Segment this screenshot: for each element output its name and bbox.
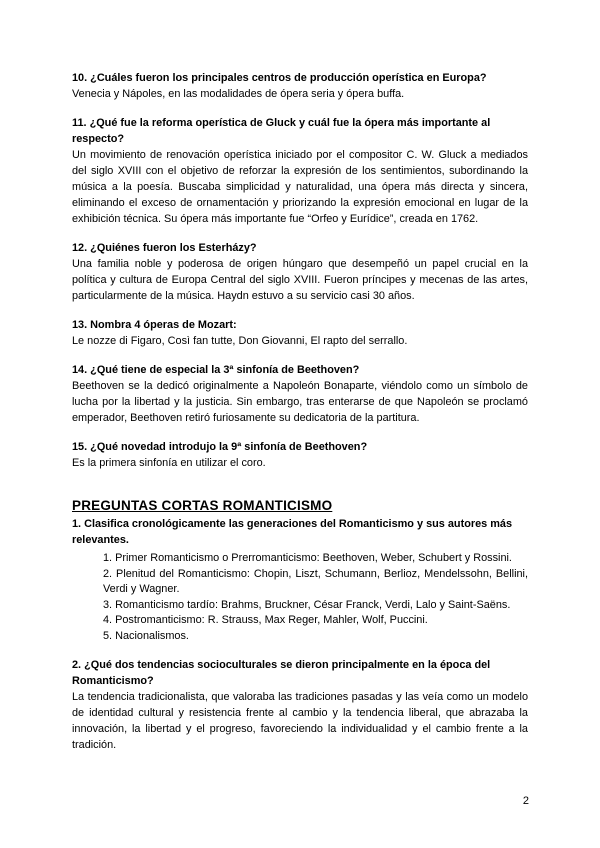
question-answer: Beethoven se la dedicó originalmente a Napoleón Bonaparte, viéndolo como un símbolo de lucha por la libertad y la justicia. Sin embargo, tras enterarse de que Napoleón se proclamó emperador, Beethoven retiró furiosamente su dedicatoria de la partitura. <box>72 380 528 424</box>
generations-list <box>72 551 528 644</box>
question-title: 12. ¿Quiénes fueron los Esterházy? <box>72 242 257 254</box>
question-title: 13. Nombra 4 óperas de Mozart: <box>72 319 237 331</box>
question-11 <box>72 115 528 227</box>
question-12 <box>72 240 528 304</box>
question-title: 10. ¿Cuáles fueron los principales centros de producción operística en Europa? <box>72 72 487 84</box>
question-title: 15. ¿Qué novedad introdujo la 9ª sinfonía de Beethoven? <box>72 441 368 453</box>
question-title: 14. ¿Qué tiene de especial la 3ª sinfonía de Beethoven? <box>72 364 360 376</box>
question-14 <box>72 362 528 426</box>
question-answer: Le nozze di Figaro, Così fan tutte, Don Giovanni, El rapto del serrallo. <box>72 335 408 347</box>
question-10 <box>72 70 528 102</box>
question-title: 11. ¿Qué fue la reforma operística de Gluck y cuál fue la ópera más importante al respecto? <box>72 117 491 145</box>
page-content <box>72 70 528 766</box>
question-13 <box>72 317 528 349</box>
question-title: 1. Clasifica cronológicamente las generaciones del Romanticismo y sus autores más relevantes. <box>72 518 513 546</box>
question-title: 2. ¿Qué dos tendencias socioculturales se dieron principalmente en la época del Romanticismo? <box>72 659 491 687</box>
list-item: 5. Nacionalismos. <box>103 629 189 642</box>
section-title: PREGUNTAS CORTAS ROMANTICISMO <box>72 498 333 513</box>
question-answer: Venecia y Nápoles, en las modalidades de ópera seria y ópera buffa. <box>72 88 405 100</box>
romanticism-question-1 <box>72 516 528 644</box>
question-answer: Un movimiento de renovación operística iniciado por el compositor C. W. Gluck a mediados del siglo XVIII con el objetivo de reforzar la expresión de los sentimientos, subordinando la música a la poesía. Buscaba simplicidad y naturalidad, una ópera más directa y sincera, eliminando el exceso de ornamentación y priorizando la expresión emocional en lugar de la exhibición técnica. Su ópera más importante fue “Orfeo y Eurídice”, creada en 1762. <box>72 149 528 225</box>
question-15 <box>72 439 528 471</box>
list-item: 2. Plenitud del Romanticismo: Chopin, Liszt, Schumann, Berlioz, Mendelssohn, Bellini, Verdi y Wagner. <box>103 567 528 595</box>
question-answer: Una familia noble y poderosa de origen húngaro que desempeñó un papel crucial en la política y cultura de Europa Central del siglo XVIII. Fueron príncipes y mecenas de las artes, particularmente de la música. Haydn estuvo a su servicio casi 30 años. <box>72 258 528 302</box>
list-item: 4. Postromanticismo: R. Strauss, Max Reger, Mahler, Wolf, Puccini. <box>103 614 428 626</box>
question-answer: Es la primera sinfonía en utilizar el coro. <box>72 457 266 469</box>
list-item: 3. Romanticismo tardío: Brahms, Bruckner, César Franck, Verdi, Lalo y Saint-Saëns. <box>103 598 511 611</box>
page-number: 2 <box>522 795 529 807</box>
romanticism-question-2 <box>72 657 528 753</box>
list-item: 1. Primer Romanticismo o Prerromanticismo: Beethoven, Weber, Schubert y Rossini. <box>103 552 512 564</box>
question-answer: La tendencia tradicionalista, que valoraba las tradiciones pasadas y las veía como un modelo de identidad cultural y resistencia frente al cambio y la tendencia liberal, que abrazaba la innovación, la libertad y el progreso, favoreciendo la individualidad y el cambio frente a la tradición. <box>72 691 528 751</box>
